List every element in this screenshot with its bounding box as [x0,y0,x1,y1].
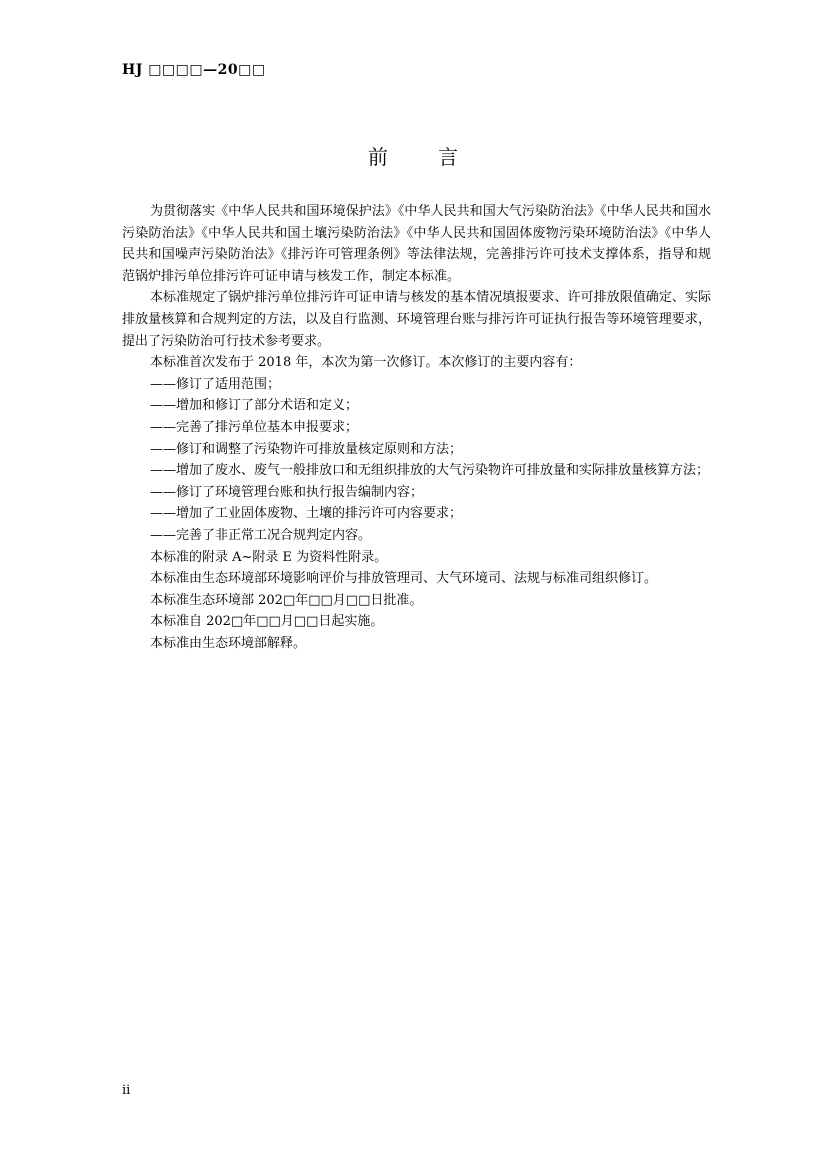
revision-item: ——修订了适用范围； [150,376,281,392]
revision-item: ——修订了环境管理台账和执行报告编制内容； [150,484,424,500]
revision-item: ——增加了工业固体废物、土壤的排污许可内容要求； [150,506,463,522]
preface-paragraph-appendix: 本标准的附录 A~附录 E 为资料性附录。 [150,549,388,565]
preface-paragraph-approval: 本标准生态环境部 202□年□□月□□日批准。 [150,592,423,608]
revision-item: ——增加了废水、废气一般排放口和无组织排放的大气污染物许可排放量和实际排放量核算方法； [150,463,710,479]
revision-item: ——完善了排污单位基本申报要求； [150,419,359,435]
preface-title: 前 言 [367,145,481,169]
standard-code-header: HJ □□□□—20□□ [122,62,266,78]
preface-body [122,201,711,654]
preface-paragraph-interpretation: 本标准由生态环境部解释。 [150,635,307,651]
revision-item: ——修订和调整了污染物许可排放量核定原则和方法； [150,441,463,457]
preface-paragraph-revision-intro: 本标准首次发布于 2018 年，本次为第一次修订。本次修订的主要内容有： [150,355,582,371]
revision-item: ——增加和修订了部分术语和定义； [150,398,359,414]
preface-paragraph-purpose: 为贯彻落实《中华人民共和国环境保护法》《中华人民共和国大气污染防治法》《中华人民共和国水污染防治法》《中华人民共和国土壤污染防治法》《中华人民共和国固体废物污染环境防治法》《中华人民共和国噪声污染防治法》《排污许可管理条例》等法律法规，完善排污许可技术支撑体系，指导和规范锅炉排污单位排污许可证申请与核发工作，制定本标准。 [122,204,711,284]
revision-item: ——完善了非正常工况合规判定内容。 [150,527,372,543]
preface-paragraph-scope: 本标准规定了锅炉排污单位排污许可证申请与核发的基本情况填报要求、许可排放限值确定、实际排放量核算和合规判定的方法，以及自行监测、环境管理台账与排污许可证执行报告等环境管理要求，提出了污染防治可行技术参考要求。 [122,290,711,349]
page-number: ii [122,1083,131,1098]
preface-paragraph-organizer: 本标准由生态环境部环境影响评价与排放管理司、大气环境司、法规与标准司组织修订。 [150,571,658,587]
preface-paragraph-effective-date: 本标准自 202□年□□月□□日起实施。 [150,614,384,630]
